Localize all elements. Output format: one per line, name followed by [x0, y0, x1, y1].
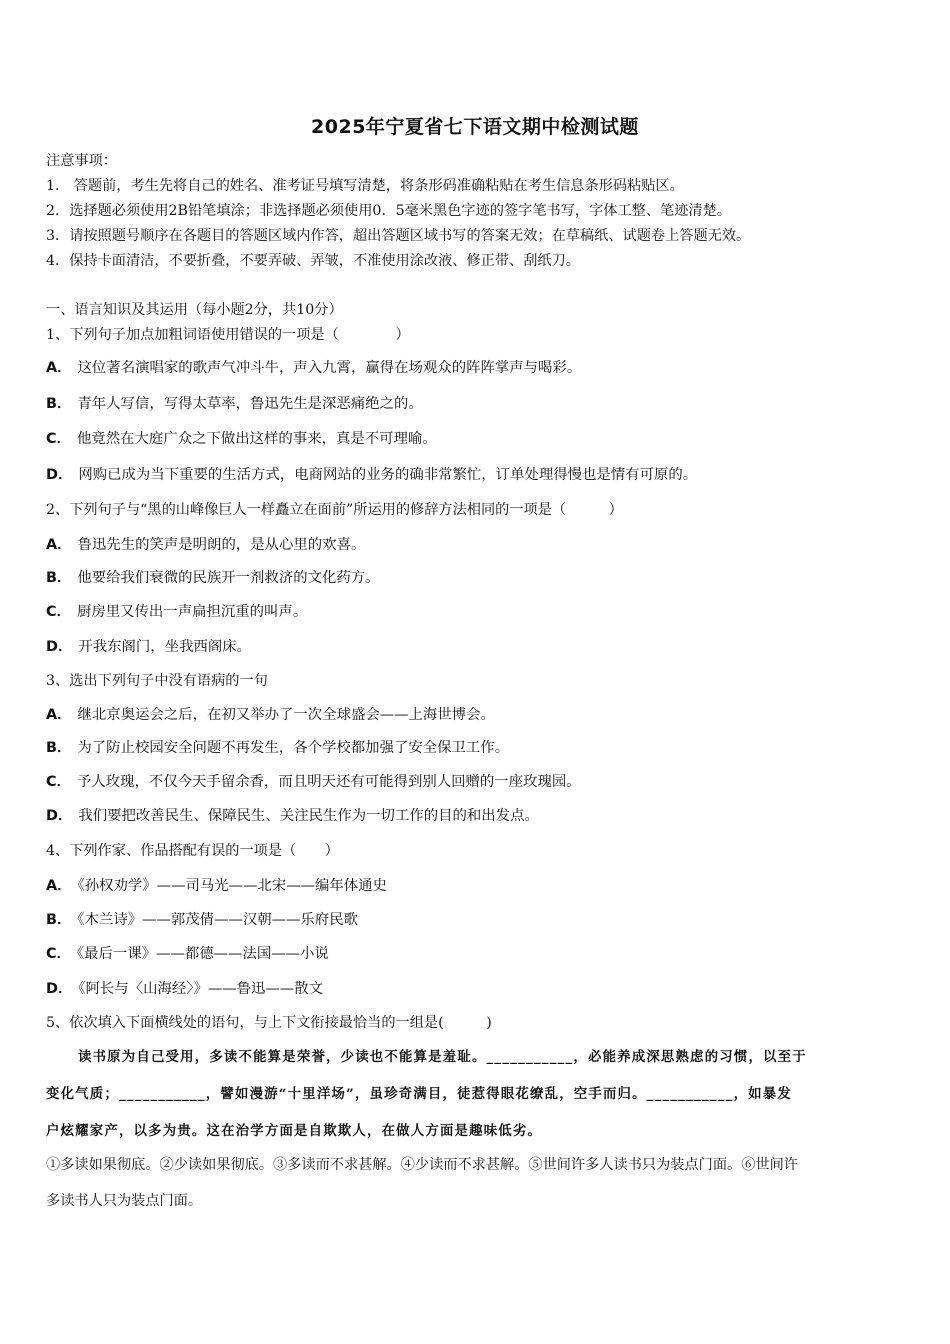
question-5-stem: 5、依次填入下面横线处的语句，与上下文衔接最恰当的一组是( ) [46, 1015, 492, 1031]
q3-option-a [46, 705, 495, 725]
option-label: B． [46, 912, 72, 928]
notice-item-1: 1. 答题前，考生先将自己的姓名、准考证号填写清楚，将条形码准确粘贴在考生信息条形码粘贴区。 [46, 178, 684, 194]
option-label: C． [46, 946, 71, 962]
option-text: 我们要把改善民生、保障民生、关注民生作为一切工作的目的和出发点。 [78, 808, 539, 824]
option-label: D． [46, 808, 73, 824]
option-text: 《最后一课》——都德——法国——小说 [76, 946, 329, 962]
question-3-stem: 3、选出下列句子中没有语病的一句 [46, 673, 268, 689]
notice-heading: 注意事项： [46, 153, 117, 169]
option-text: 予人玫瑰，不仅今天手留余香，而且明天还有可能得到别人回赠的一座玫瑰园。 [76, 774, 581, 790]
q1-option-c [46, 429, 437, 449]
option-label: B． [46, 740, 72, 756]
q3-option-d [46, 806, 539, 826]
option-text: 他竟然在大庭广众之下做出这样的事来，真是不可理喻。 [76, 431, 437, 447]
option-label: A． [46, 878, 72, 894]
option-text: 开我东阁门，坐我西阁床。 [78, 639, 252, 655]
notice-item-3: 3．请按照题号顺序在各题目的答题区域内作答，超出答题区域书写的答案无效；在草稿纸、试题卷上答题无效。 [46, 228, 751, 244]
option-text: 这位著名演唱家的歌声气冲斗牛，声入九霄，赢得在场观众的阵阵掌声与喝彩。 [77, 360, 582, 376]
option-text: 《孙权劝学》——司马光——北宋——编年体通史 [77, 878, 387, 894]
option-label: C． [46, 431, 71, 447]
q4-option-d [46, 979, 323, 999]
option-label: D． [46, 467, 73, 483]
q1-option-d [46, 465, 697, 485]
question-2-stem: 2、下列句子与“黑的山峰像巨人一样矗立在面前”所运用的修辞方法相同的一项是（ ） [46, 502, 623, 518]
q5-passage-line-2: 变化气质；___________，譬如漫游“十里洋场”，虽珍奇满目，徒惹得眼花缭乱，空手而归。___________，如暴发 [46, 1086, 792, 1102]
option-text: 为了防止校园安全问题不再发生，各个学校都加强了安全保卫工作。 [77, 740, 510, 756]
q5-passage-line-1: 读书原为自己受用，多读不能算是荣誉，少读也不能算是羞耻。___________，必能养成深思熟虑的习惯，以至于 [78, 1049, 807, 1065]
option-text: 《阿长与〈山海经〉》——鲁迅——散文 [78, 981, 323, 997]
option-text: 继北京奥运会之后，在初又举办了一次全球盛会——上海世博会。 [77, 707, 495, 723]
option-label: B． [46, 396, 72, 412]
option-label: C． [46, 604, 71, 620]
option-text: 《木兰诗》——郭茂倩——汉朝——乐府民歌 [77, 912, 358, 928]
option-text: 厨房里又传出一声扁担沉重的叫声。 [76, 604, 308, 620]
section-heading: 一、语言知识及其运用（每小题2分，共10分） [46, 302, 343, 318]
q3-option-b [46, 738, 509, 758]
option-text: 鲁迅先生的笑声是明朗的，是从心里的欢喜。 [77, 537, 366, 553]
option-text: 他要给我们衰微的民族开一剂救济的文化药方。 [77, 570, 380, 586]
q4-option-c [46, 944, 329, 964]
q2-option-b [46, 568, 380, 588]
q1-option-a [46, 358, 581, 378]
q2-option-a [46, 535, 365, 555]
notice-item-2: 2．选择题必须使用2B铅笔填涂；非选择题必须使用0．5毫米黑色字迹的签字笔书写，字体工整、笔迹清楚。 [46, 203, 731, 219]
option-label: B． [46, 570, 72, 586]
q3-option-c [46, 772, 581, 792]
q5-passage-line-3: 户炫耀家产，以多为贵。这在治学方面是自欺欺人，在做人方面是趣味低劣。 [46, 1123, 543, 1139]
q2-option-d [46, 637, 251, 657]
q4-option-a [46, 876, 387, 896]
option-text: 青年人写信，写得太草率，鲁迅先生是深恶痛绝之的。 [77, 396, 423, 412]
option-text: 网购已成为当下重要的生活方式，电商网站的业务的确非常繁忙，订单处理得慢也是情有可原的。 [78, 467, 698, 483]
question-4-stem: 4、下列作家、作品搭配有误的一项是（ ） [46, 843, 339, 859]
q1-option-b [46, 394, 423, 414]
q5-choices-line-2: 多读书人只为装点门面。 [46, 1193, 203, 1209]
notice-item-4: 4．保持卡面清洁，不要折叠，不要弄破、弄皱，不准使用涂改液、修正带、刮纸刀。 [46, 253, 580, 269]
q4-option-b [46, 910, 358, 930]
page-title: 2025年宁夏省七下语文期中检测试题 [311, 116, 639, 138]
q5-choices-line-1: ①多读如果彻底。②少读如果彻底。③多读而不求甚解。④少读而不求甚解。⑤世间许多人读书只为装点门面。⑥世间许 [46, 1157, 798, 1173]
question-1-stem: 1、下列句子加点加粗词语使用错误的一项是（ ） [46, 327, 410, 343]
q2-option-c [46, 602, 307, 622]
option-label: D． [46, 639, 73, 655]
option-label: C． [46, 774, 71, 790]
option-label: A． [46, 707, 72, 723]
option-label: A． [46, 537, 72, 553]
option-label: D． [46, 981, 73, 997]
option-label: A． [46, 360, 72, 376]
